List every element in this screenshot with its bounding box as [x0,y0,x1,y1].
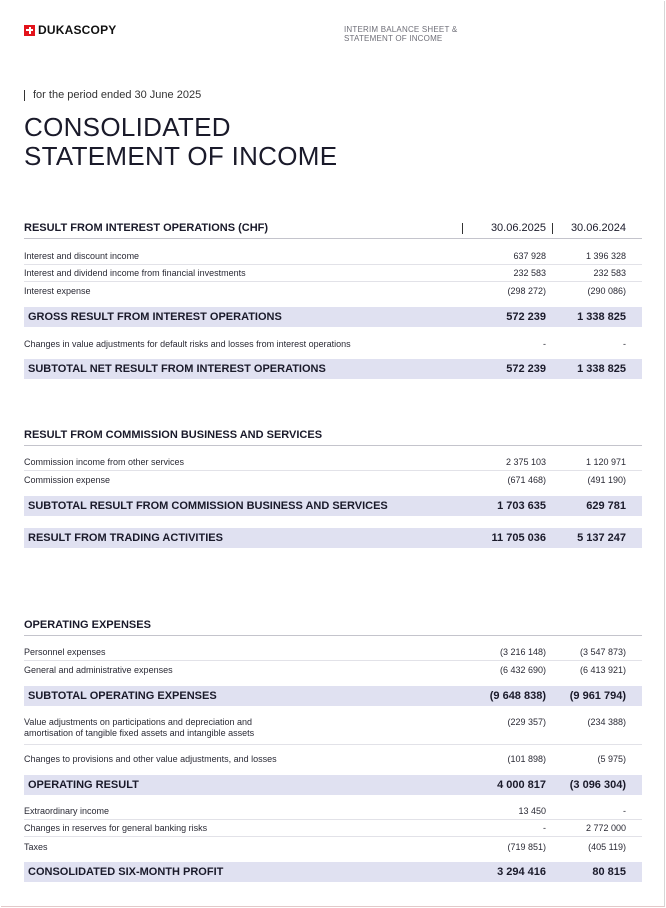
table-row: General and administrative expenses (6 432 690) (6 413 921) [24,664,626,675]
table-row: Changes in reserves for general banking risks - 2 772 000 [24,820,642,837]
table-row: Personnel expenses (3 216 148) (3 547 873) [24,644,642,661]
section-heading-label: RESULT FROM INTEREST OPERATIONS (CHF) [24,222,269,234]
table-row: Value adjustments on participations and depreciation and amortisation of tangible fixed assets and intangible assets (229 357) (234 388) [24,715,642,745]
table-row: Changes to provisions and other value adjustments, and losses (101 898) (5 975) [24,753,626,764]
document-tag [344,25,457,43]
trading-result-row: RESULT FROM TRADING ACTIVITIES 11 705 036 5 137 247 [24,528,642,548]
document-tag-line-1: INTERIM BALANCE SHEET & [344,25,458,34]
brand-name: DUKASCOPY [38,23,117,37]
table-row: Extraordinary income 13 450 - [24,803,642,820]
table-row: Interest and dividend income from financial investments 232 583 232 583 [24,265,642,282]
period-divider [24,90,25,101]
subtotal-opex-row: SUBTOTAL OPERATING EXPENSES (9 648 838) (9 961 794) [24,686,642,706]
operating-result-row: OPERATING RESULT 4 000 817 (3 096 304) [24,775,642,795]
gross-interest-result-row: GROSS RESULT FROM INTEREST OPERATIONS 572 239 1 338 825 [24,307,642,327]
page-title [24,113,337,171]
subtotal-interest-row: SUBTOTAL NET RESULT FROM INTEREST OPERATIONS 572 239 1 338 825 [24,359,642,379]
swiss-flag-icon [24,25,35,36]
column-header-2024: 30.06.2024 [552,222,642,234]
document-tag-line-2: STATEMENT OF INCOME [344,34,443,43]
page-title-line-1: CONSOLIDATED [24,112,231,142]
table-row: Interest and discount income 637 928 1 396 328 [24,248,642,265]
table-row: Commission expense (671 468) (491 190) [24,474,626,485]
section-heading-commission: RESULT FROM COMMISSION BUSINESS AND SERVICES [24,424,642,446]
subtotal-commission-row: SUBTOTAL RESULT FROM COMMISSION BUSINESS AND SERVICES 1 703 635 629 781 [24,496,642,516]
section-heading-interest [24,217,642,239]
consolidated-profit-row: CONSOLIDATED SIX-MONTH PROFIT 3 294 416 80 815 [24,862,642,882]
table-row: Interest expense (298 272) (290 086) [24,285,626,296]
period-text: for the period ended 30 June 2025 [33,89,202,101]
table-row: Commission income from other services 2 375 103 1 120 971 [24,454,642,471]
brand-logo [24,23,116,37]
table-row: Changes in value adjustments for default risks and losses from interest operations - - [24,338,626,349]
page-title-line-2: STATEMENT OF INCOME [24,141,338,171]
period-label [24,89,201,101]
table-row: Taxes (719 851) (405 119) [24,841,626,852]
section-heading-opex: OPERATING EXPENSES [24,614,642,636]
column-header-2025: 30.06.2025 [462,222,552,234]
